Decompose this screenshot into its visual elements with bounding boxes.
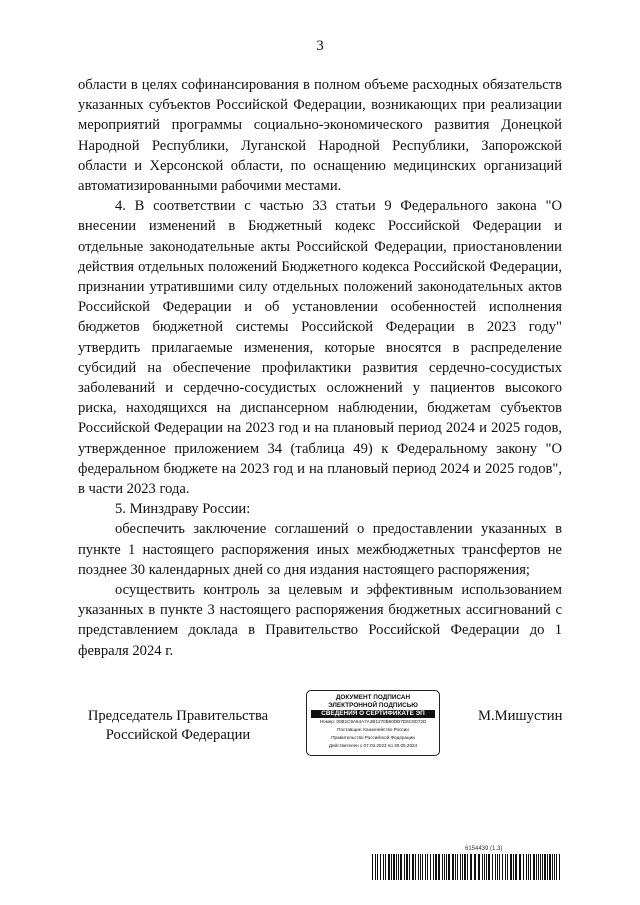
stamp-line-3: СВЕДЕНИЯ О СЕРТИФИКАТЕ ЭП — [311, 710, 435, 718]
stamp-line-2: ЭЛЕКТРОННОЙ ПОДПИСЬЮ — [328, 701, 418, 709]
paragraph-item-4: 4. В соответствии с частью 33 статьи 9 Федерального закона "О внесении изменений в Бюджетный кодекс Российской Федерации и отдельные законодательные акты Российской Федерации, приостановлении действия отдельных положений Бюджетного кодекса Российской Федерации, признании утратившими силу отдельных положений законодательных актов Российской Федерации и об установлении особенностей исполнения бюджетов бюджетной системы Российской Федерации в 2023 году" утвердить прилагаемые изменения, которые вносятся в распределение субсидий на обеспечение профилактики развития сердечно-сосудистых заболеваний и сердечно-сосудистых осложнений у пациентов высокого риска, находящихся на диспансерном наблюдении, бюджетам субъектов Российской Федерации на 2023 год и на плановый период 2024 и 2025 годов, утвержденное приложением 34 (таблица 49) к Федеральному закону "О федеральном бюджете на 2023 год и на плановый период 2024 и 2025 годов", в части 2023 года. — [78, 198, 562, 498]
paragraph-continuation: области в целях софинансирования в полном объеме расходных обязательств указанных субъектов Российской Федерации, возникающих при реализации мероприятий программы социально-экономического развития Донецкой Народной Республики, Луганской Народной Республики, Запорожской области и Херсонской области, по оснащению медицинских организаций автоматизированными рабочими местами. — [78, 77, 562, 195]
stamp-validity: Действителен с 07.03.2023 по 30.05.2024 — [328, 743, 418, 748]
stamp-serial: Номер: 00B1C9A54A7A3B1270B60DB7D6C0D72D — [319, 719, 427, 724]
paragraph-item-5-task-1: обеспечить заключение соглашений о предоставлении указанных в пункте 1 настоящего распоряжения иных межбюджетных трансфертов не позднее 30 календарных дней со дня издания настоящего распоряжения; — [78, 521, 562, 578]
page-number: 3 — [316, 38, 324, 54]
paragraph-item-5-heading: 5. Минздраву России: — [115, 501, 251, 518]
barcode — [372, 854, 562, 880]
electronic-signature-stamp — [306, 690, 440, 756]
document-id: 6154439 (1.3) — [465, 846, 503, 852]
signatory-position — [78, 707, 278, 745]
document-body — [78, 75, 562, 661]
position-line-1: Председатель Правительства — [87, 708, 269, 724]
position-line-2: Российской Федерации — [105, 727, 251, 743]
stamp-line-1: ДОКУМЕНТ ПОДПИСАН — [335, 694, 411, 701]
stamp-owner: Правительство Российской Федерации — [331, 735, 415, 740]
stamp-issuer: Поставщик: Казначейство России — [337, 727, 409, 732]
paragraph-item-5-task-2: осуществить контроль за целевым и эффективным использованием указанных в пункте 3 настоящего распоряжения бюджетных ассигнований с представлением доклада в Правительство Российской Федерации до 1 февраля 2024 г. — [78, 582, 562, 659]
signatory-name: М.Мишустин — [478, 708, 563, 724]
